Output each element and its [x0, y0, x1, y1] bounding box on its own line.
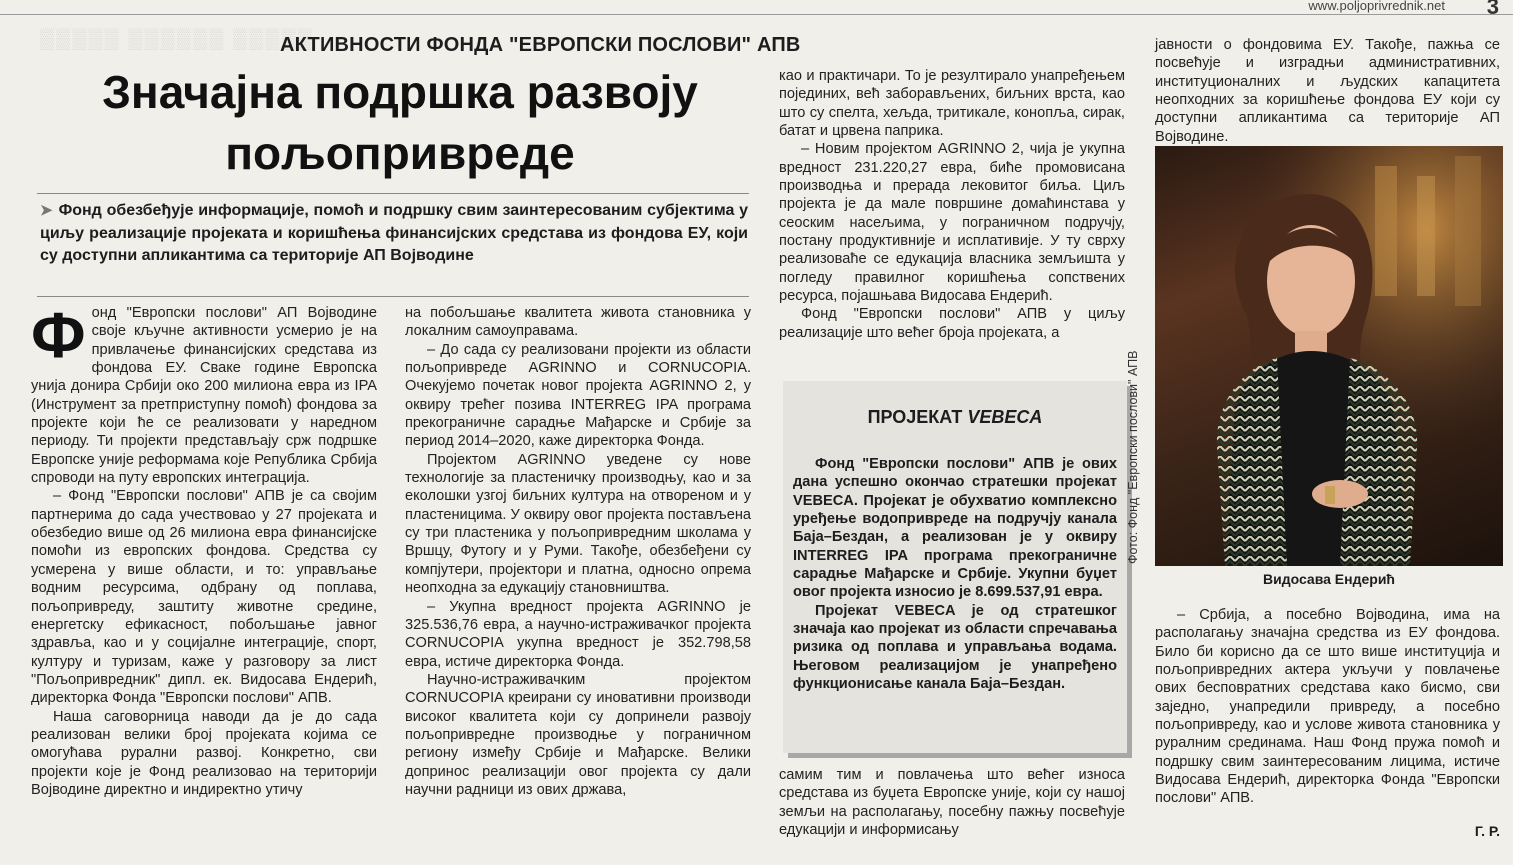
author-initials: Г. Р. — [1474, 823, 1500, 839]
paragraph: Наша саговорница наводи да је до сада реализован велики број пројеката којима се омогућава рурални развој. Конкретно, сви пројекти које је Фонд реализовао на територији Војводине директно и индиректно утичу — [31, 708, 377, 798]
drop-cap: Ф — [31, 299, 86, 371]
paragraph: самим тим и повлачења што већег износа средстава из буџета Европске уније, који су нашој земљи на располагању, посебну пажњу посвећује едукацији и информисању — [779, 767, 1125, 839]
lead-rule-top — [37, 193, 749, 194]
column-3-top — [779, 67, 1125, 342]
paragraph: јавности о фондовима ЕУ. Такође, пажња се посвећује и изградњи административних, институционалних и људских капацитета неопходних за коришћење фондова ЕУ који су доступни апликантима са територије АП Војводине. — [1155, 37, 1500, 145]
paragraph — [31, 299, 377, 487]
paragraph: – До сада су реализовани пројекти из области пољопривреде AGRINNO и CORNUCOPIA. Очекујемо почетак новог пројекта AGRINNO 2, у оквиру трећег позива INTERREG IPA програма прекограничне сарадње Мађарске и Србије за период 2014–2020, каже директорка Фонда. — [405, 341, 751, 450]
column-3-bottom — [779, 766, 1125, 839]
column-1 — [31, 299, 377, 799]
title-line-2: пољопривреде — [225, 127, 575, 179]
photo-credit: Фото: Фонд "Европски послови" АПВ — [1126, 350, 1140, 564]
lead-rule-bottom — [37, 296, 749, 297]
box-body — [793, 455, 1117, 693]
portrait-photo — [1155, 146, 1503, 566]
column-4-top — [1155, 36, 1500, 146]
paragraph: – Укупна вредност пројекта AGRINNO је 325.536,76 евра, а научно-истраживачког пројекта CORNUCOPIA укупна вредност је 352.798,58 евра, истиче директорка Фонда. — [405, 598, 751, 670]
box-paragraph: Пројекат VEBECA је од стратешког значаја као пројекат из области спречавања ризика од поплава и управљања водама. Његовом реализацијом је унапређено функционисање канала Баја–Бездан. — [793, 602, 1117, 693]
article-lead — [40, 200, 748, 268]
box-title — [783, 407, 1127, 428]
bleed-through-text: ▒▒▒▒▒ ▒▒▒▒▒▒ ▒▒▒▒▒ — [40, 28, 314, 50]
website-url: www.poljoprivrednik.net — [1308, 0, 1445, 13]
top-running-strip — [0, 0, 1513, 15]
paragraph: као и практичари. То је резултирало унапређењем појединих, већ заборављених, биљних врста, као што су спелта, хељда, тритикале, конопља, сирак, батат и црвена паприка. — [779, 68, 1125, 140]
paragraph: Научно-истраживачким пројектом CORNUCOPIA креирани су иновативни производи високог квалитета који су допринели развоју пољопривредне производње у пограничном региону између Србије и Мађарске. Велики допринос реализацији овог пројекта су дали научни радници из ових држава, — [405, 671, 751, 798]
photo-caption: Видосава Ендерић — [1263, 571, 1395, 587]
lead-arrow-icon: ➤ — [40, 202, 53, 219]
article-kicker: АКТИВНОСТИ ФОНДА "ЕВРОПСКИ ПОСЛОВИ" АПВ — [280, 34, 801, 56]
paragraph: Фонд "Европски послови" АПВ у циљу реализације што већег броја пројеката, а — [779, 306, 1125, 341]
lead-text: Фонд обезбеђује информације, помоћ и подршку свим заинтересованим субјектима у циљу реализације пројеката и коришћења финансијских средстава из фондова ЕУ, који су доступни апликантима са територије АП Војводине — [40, 202, 748, 264]
page-number: 3 — [1486, 0, 1499, 19]
portrait-illustration — [1155, 146, 1503, 566]
article-title — [30, 62, 770, 184]
col1-text-1: онд "Европски послови" АП Војводине своје кључне активности усмерио је на привлачење финансијских средстава из фондова ЕУ. Сваке године Европска унија донира Србији око 200 милиона евра из IPA (Инструмент за претприступну помоћ) фондова за пројекте који ће се реализовати у наредном периоду. Ти пројекти представљају срж подршке Европске уније реформама које Република Србија спроводи на путу европских интеграција. — [31, 305, 377, 487]
box-paragraph: Фонд "Европски послови" АПВ је ових дана успешно окончао стратешки пројекат VEBECA. Пројекат је обухватио комплексно уређење водопривреде на подручју канала Баја–Бездан, а реализован је у оквиру INTERREG IPA програма прекограничне сарадње Мађарске и Србије. Укупни буџет овог пројекта износио је 8.699.537,91 евра. — [793, 456, 1117, 601]
paragraph: – Србија, а посебно Војводина, има на располагању значајна средства из ЕУ фондова. Било би корисно да се што више институција и пољопривредних актера укључи у повлачење ових бесповратних средстава како бисмо, сви заједно, унапредили привреду, а посебно пољопривреду, као и услове живота становника у руралним срединама. Наш Фонд пружа помоћ и подршку свим заинтересованим лицима, истиче Видосава Ендерић, директорка Фонда "Европски послови" АПВ. — [1155, 607, 1500, 807]
column-4-bottom — [1155, 606, 1500, 808]
vebeca-sidebar-box — [783, 381, 1127, 753]
paragraph: – Фонд "Европски послови" АПВ је са својим партнерима до сада учествовао у 27 пројеката и обезбедио више од 26 милиона евра финансијске помоћи из европских фондова. Средства су усмерена у више области, и то: управљање водним ресурсима, одбрану од поплава, пољопривреду, заштиту животне средине, енергетску ефикасност, побољшање јавног здравља, као и у социјалне интеграције, спорт, културу и туризам, каже у разговору за лист "Пољопривредник" дипл. ек. Видосава Ендерић, директорка Фонда "Европски послови" АПВ. — [31, 488, 377, 707]
paragraph: – Новим пројектом AGRINNO 2, чија је укупна вредност 231.220,27 евра, биће промовисана производња и прерада лековитог биља. Циљ пројекта је да мале површине домаћинстава у сеоским насељима, у пограничном подручју, постану продуктивније и исплативије. У ту сврху реализоваће се едукација власника земљишта у погледу правилног коришћења сопствених ресурса, појашњава Видосава Ендерић. — [779, 141, 1125, 305]
paragraph: на побољшање квалитета живота становника у локалним самоуправама. — [405, 305, 751, 340]
box-title-italic: VEBECA — [967, 407, 1043, 427]
paragraph: Пројектом AGRINNO уведене су нове технологије за пластеничку производњу, као и за еколошки узгој биљних култура на отвореном и у пластеницима. У оквиру овог пројекта постављена су три пластеника у пољопривредним школама у Вршцу, Футогу и у Руми. Такође, обезбеђени су компјутери, пројектори и платна, односно опрема неопходна за едукацију становништва. — [405, 451, 751, 597]
column-2 — [405, 304, 751, 799]
box-title-text: ПРОЈЕКАТ — [867, 407, 968, 427]
title-line-1: Значајна подршка развоју — [102, 66, 698, 118]
